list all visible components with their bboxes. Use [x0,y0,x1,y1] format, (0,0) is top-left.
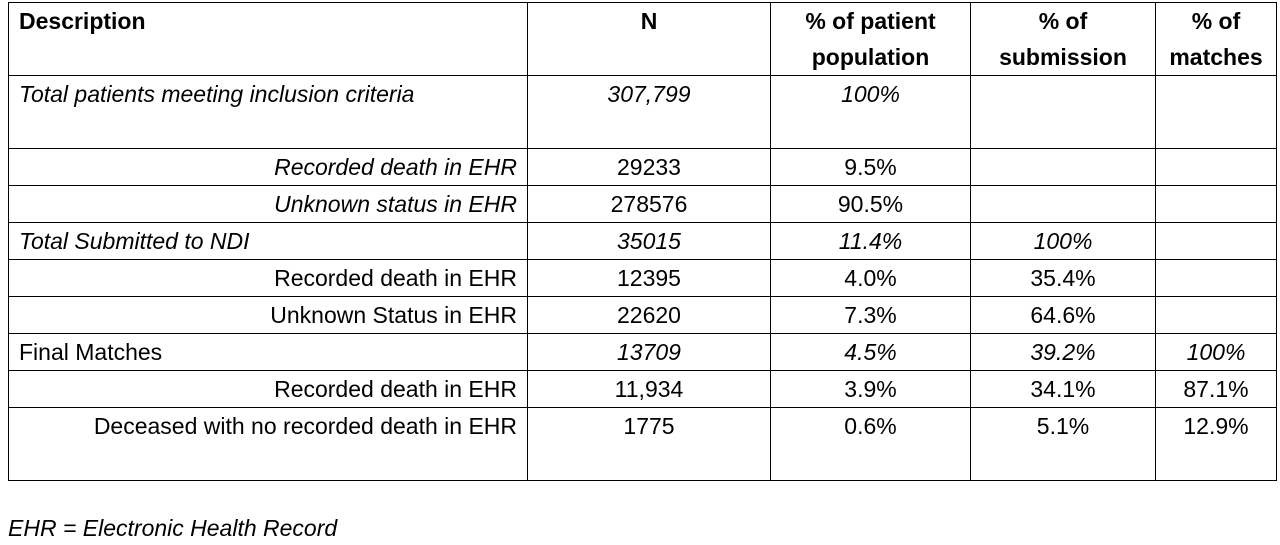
table-row [9,371,1277,408]
table-row [9,334,1277,371]
row-n: 29233 [528,149,771,186]
row-n: 1775 [528,408,771,481]
row-n: 22620 [528,297,771,334]
row-pct-matches [1156,186,1277,223]
row-description: Final Matches [9,334,528,371]
row-pct-submission: 34.1% [971,371,1156,408]
row-pct-submission [971,76,1156,149]
row-description: Total Submitted to NDI [9,223,528,260]
row-pct-submission [971,186,1156,223]
row-n: 307,799 [528,76,771,149]
row-pct-population: 3.9% [771,371,971,408]
row-description: Recorded death in EHR [9,371,528,408]
data-table [8,2,1277,481]
row-description: Unknown status in EHR [9,186,528,223]
table-row [9,297,1277,334]
row-description: Total patients meeting inclusion criteria [9,76,528,149]
row-pct-population: 0.6% [771,408,971,481]
header-n: N [528,3,771,76]
row-pct-submission: 39.2% [971,334,1156,371]
header-pct-matches: % of matches [1156,3,1277,76]
row-pct-matches: 100% [1156,334,1277,371]
row-pct-population: 90.5% [771,186,971,223]
header-row [9,3,1277,76]
row-pct-matches [1156,223,1277,260]
row-n: 12395 [528,260,771,297]
footnote: EHR = Electronic Health Record [8,515,338,541]
row-description: Recorded death in EHR [9,260,528,297]
row-pct-matches [1156,260,1277,297]
table-row [9,260,1277,297]
row-pct-submission: 35.4% [971,260,1156,297]
row-pct-population: 11.4% [771,223,971,260]
row-n: 278576 [528,186,771,223]
table-row [9,223,1277,260]
row-pct-population: 4.5% [771,334,971,371]
row-description: Deceased with no recorded death in EHR [9,408,528,481]
row-pct-matches: 87.1% [1156,371,1277,408]
row-pct-matches [1156,297,1277,334]
table-row [9,149,1277,186]
row-pct-population: 100% [771,76,971,149]
header-description: Description [9,3,528,76]
table-row [9,76,1277,149]
row-pct-population: 7.3% [771,297,971,334]
table-row [9,186,1277,223]
row-pct-matches [1156,76,1277,149]
row-description: Unknown Status in EHR [9,297,528,334]
row-n: 35015 [528,223,771,260]
row-n: 11,934 [528,371,771,408]
row-pct-submission: 5.1% [971,408,1156,481]
row-n: 13709 [528,334,771,371]
row-pct-population: 9.5% [771,149,971,186]
row-pct-matches [1156,149,1277,186]
row-pct-submission: 64.6% [971,297,1156,334]
row-description: Recorded death in EHR [9,149,528,186]
row-pct-submission: 100% [971,223,1156,260]
table-row [9,408,1277,481]
row-pct-population: 4.0% [771,260,971,297]
header-pct-population: % of patient population [771,3,971,76]
header-pct-submission: % of submission [971,3,1156,76]
row-pct-matches: 12.9% [1156,408,1277,481]
row-pct-submission [971,149,1156,186]
